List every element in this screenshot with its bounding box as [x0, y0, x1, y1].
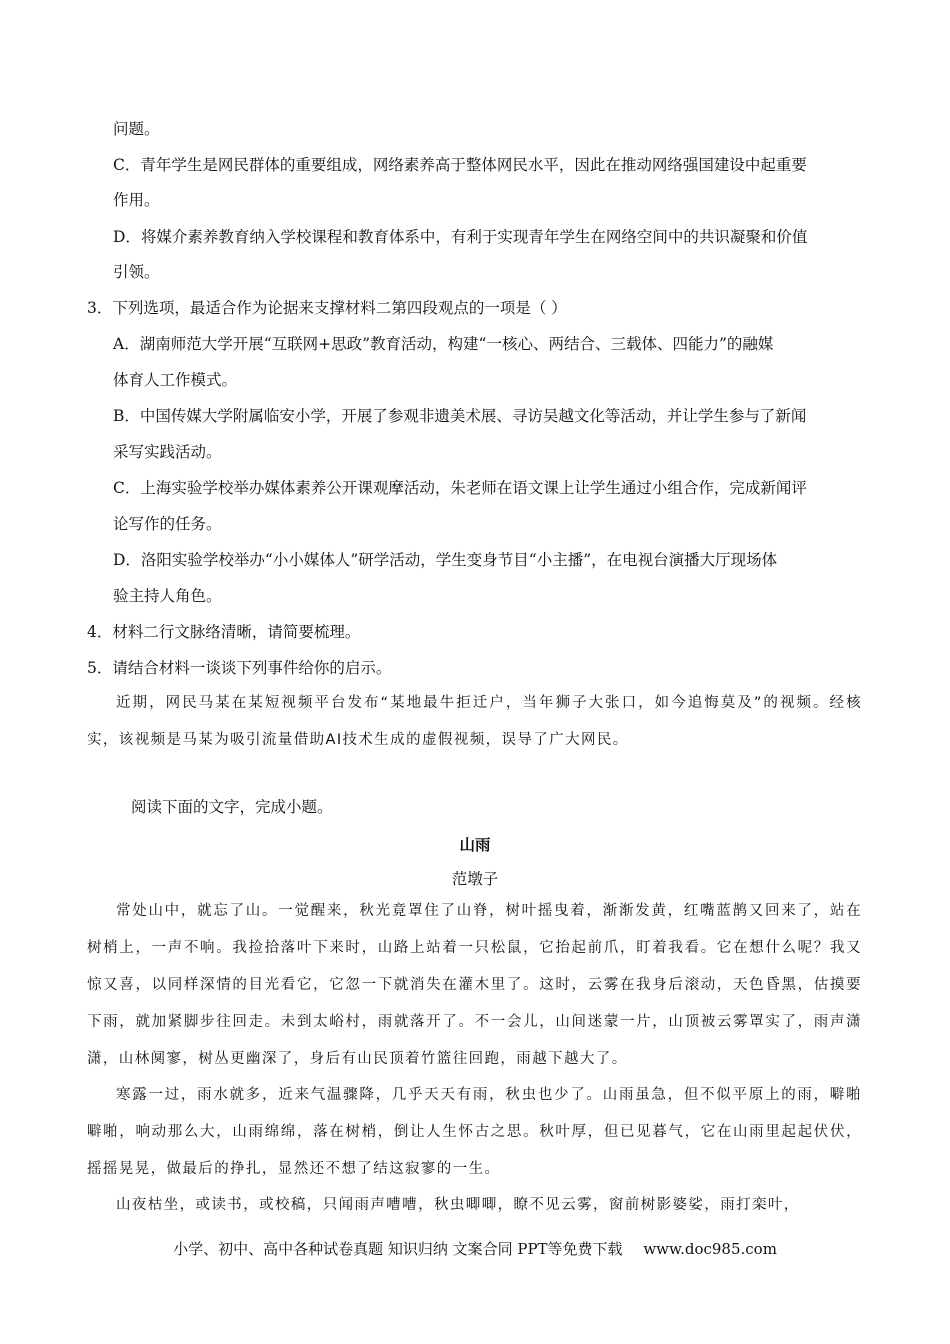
q2-option-d-line2: 引领。	[113, 263, 160, 281]
passage-author: 范墩子	[451, 870, 499, 888]
q2-option-c-line1: C．青年学生是网民群体的重要组成，网络素养高于整体网民水平，因此在推动网络强国建设中起重要	[113, 156, 807, 174]
q2-option-b-end: 问题。	[113, 120, 160, 138]
footer-site-link[interactable]: www.doc985.com	[643, 1240, 777, 1258]
footer-text: 小学、初中、高中各种试卷真题 知识归纳 文案合同 PPT等免费下载	[173, 1240, 623, 1258]
q2-option-d-line1: D．将媒介素养教育纳入学校课程和教育体系中，有利于实现青年学生在网络空间中的共识凝聚和价值	[113, 228, 808, 246]
q2-option-c-line2: 作用。	[113, 191, 160, 209]
q5-event-text: 近期，网民马某在某短视频平台发布“某地最牛拒迁户，当年狮子大张口，如今追悔莫及”的视频。经核实，该视频是马某为吸引流量借助AI技术生成的虚假视频，误导了广大网民。	[87, 695, 862, 748]
passage-paragraph-1: 常处山中，就忘了山。一觉醒来，秋光竟罩住了山脊，树叶摇曳着，渐渐发黄，红嘴蓝鹊又回来了，站在树梢上，一声不响。我捡拾落叶下来时，山路上站着一只松鼠，它抬起前爪，盯着我看。它在想什么呢？我又惊又喜，以同样深情的目光看它，它忽一下就消失在灌木里了。这时，云雾在我身后滚动，天色昏黑，估摸要下雨，就加紧脚步往回走。未到太峪村，雨就落开了。不一会儿，山间迷蒙一片，山顶被云雾罩实了，雨声潇潇，山林阒寥，树丛更幽深了，身后有山民顶着竹篮往回跑，雨越下越大了。	[87, 903, 862, 1067]
q3-option-b-line1: B．中国传媒大学附属临安小学，开展了参观非遗美术展、寻访吴越文化等活动，并让学生参与了新闻	[113, 407, 807, 425]
page-footer	[0, 1238, 950, 1259]
q3-option-a-line2: 体育人工作模式。	[113, 371, 238, 389]
q3-option-d-line1: D．洛阳实验学校举办“小小媒体人”研学活动，学生变身节目“小主播”，在电视台演播大厅现场体	[113, 551, 778, 569]
q3-option-b-line2: 采写实践活动。	[113, 443, 222, 461]
q5-stem: 5．请结合材料一谈谈下列事件给你的启示。	[87, 659, 392, 677]
q3-option-c-line1: C．上海实验学校举办媒体素养公开课观摩活动，朱老师在语文课上让学生通过小组合作，完成新闻评	[113, 479, 807, 497]
q3-stem: 3．下列选项，最适合作为论据来支撑材料二第四段观点的一项是（ ）	[87, 299, 567, 317]
passage-paragraph-3: 山夜枯坐，或读书，或校稿，只闻雨声嘈嘈，秋虫唧唧，瞭不见云雾，窗前树影婆娑，雨打栾叶，	[116, 1197, 800, 1213]
q3-option-d-line2: 验主持人角色。	[113, 587, 222, 605]
reading-instruction: 阅读下面的文字，完成小题。	[131, 798, 333, 816]
q3-option-a-line1: A．湖南师范大学开展“互联网+思政”教育活动，构建“一核心、两结合、三载体、四能力”的融媒	[113, 335, 774, 353]
passage-paragraph-2: 寒露一过，雨水就多，近来气温骤降，几乎天天有雨，秋虫也少了。山雨虽急，但不似平原上的雨，噼啪噼啪，响动那么大，山雨绵绵，落在树梢，倒让人生怀古之思。秋叶厚，但已见暮气，它在山雨里起起伏伏，摇摇晃晃，做最后的挣扎，显然还不想了结这寂寥的一生。	[87, 1087, 862, 1177]
passage-title: 山雨	[459, 835, 491, 854]
q4-stem: 4．材料二行文脉络清晰，请简要梳理。	[87, 623, 361, 641]
q3-option-c-line2: 论写作的任务。	[113, 515, 222, 533]
